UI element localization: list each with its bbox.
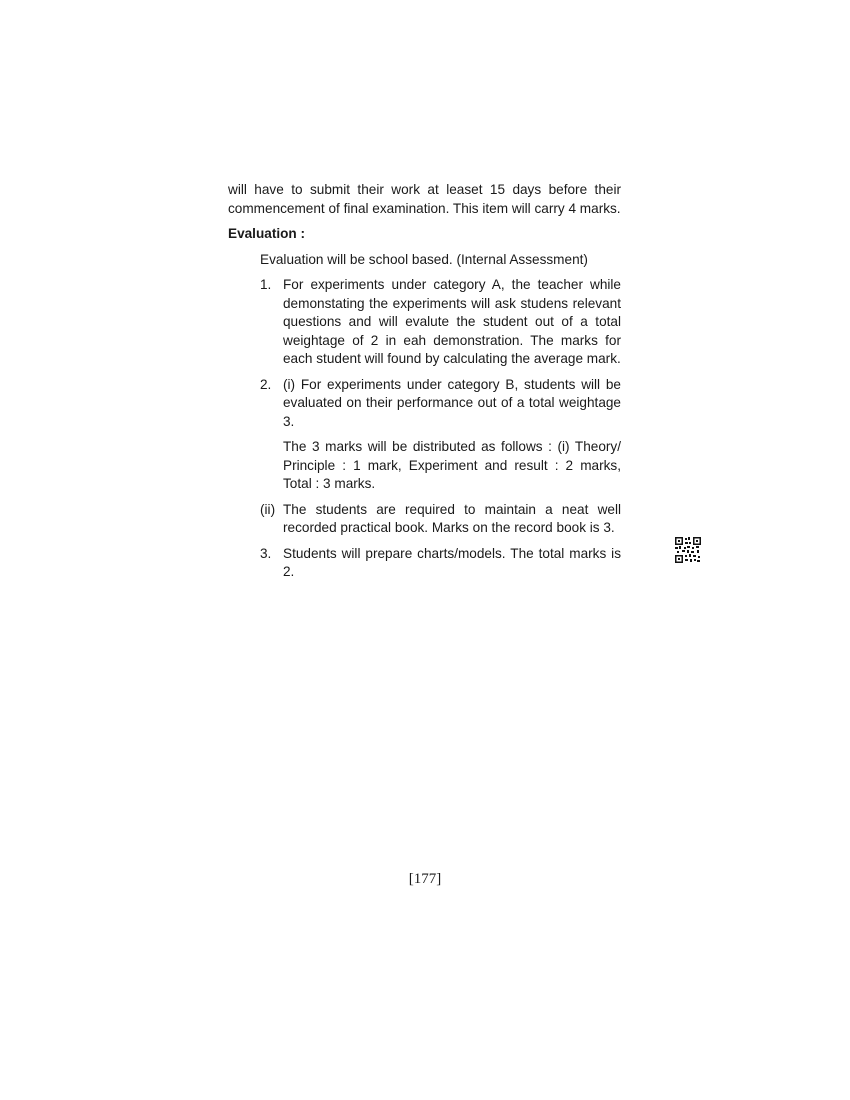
list-item-2-ii <box>228 501 621 538</box>
list-item-number: (ii) <box>260 501 276 517</box>
list-item-2 <box>228 376 621 432</box>
list-item-number: 3. <box>260 545 272 561</box>
marks-distribution: The 3 marks will be distributed as follows : (i) Theory/ Principle : 1 mark, Experiment and result : 2 marks, Total : 3 marks. <box>283 439 621 491</box>
evaluation-intro: Evaluation will be school based. (Internal Assessment) <box>260 251 588 267</box>
list-item-number: 1. <box>260 277 272 292</box>
page-number: [177] <box>408 871 442 887</box>
intro-paragraph: will have to submit their work at leaset 15 days before their commencement of final examination. This item will carry 4 marks. <box>228 182 621 216</box>
list-item-number: 2. <box>260 376 272 392</box>
qr-code-icon <box>675 537 701 563</box>
list-item-text: For experiments under category A, the teacher while demonstating the experiments will ask studens relevant questions and will evalute the student out of a total weightage of 2 in eah demonstration. The marks for each student will found by calculating the average mark. <box>283 277 621 366</box>
list-item-text: Students will prepare charts/models. The total marks is 2. <box>283 545 621 579</box>
list-item-text: (i) For experiments under category B, students will be evaluated on their performance out of a total weightage 3. <box>283 376 621 429</box>
list-item-1 <box>228 276 621 369</box>
list-item-3 <box>228 545 621 582</box>
list-item-text: The students are required to maintain a neat well recorded practical book. Marks on the record book is 3. <box>283 501 621 535</box>
evaluation-heading: Evaluation : <box>228 226 306 241</box>
page-content <box>228 181 621 582</box>
